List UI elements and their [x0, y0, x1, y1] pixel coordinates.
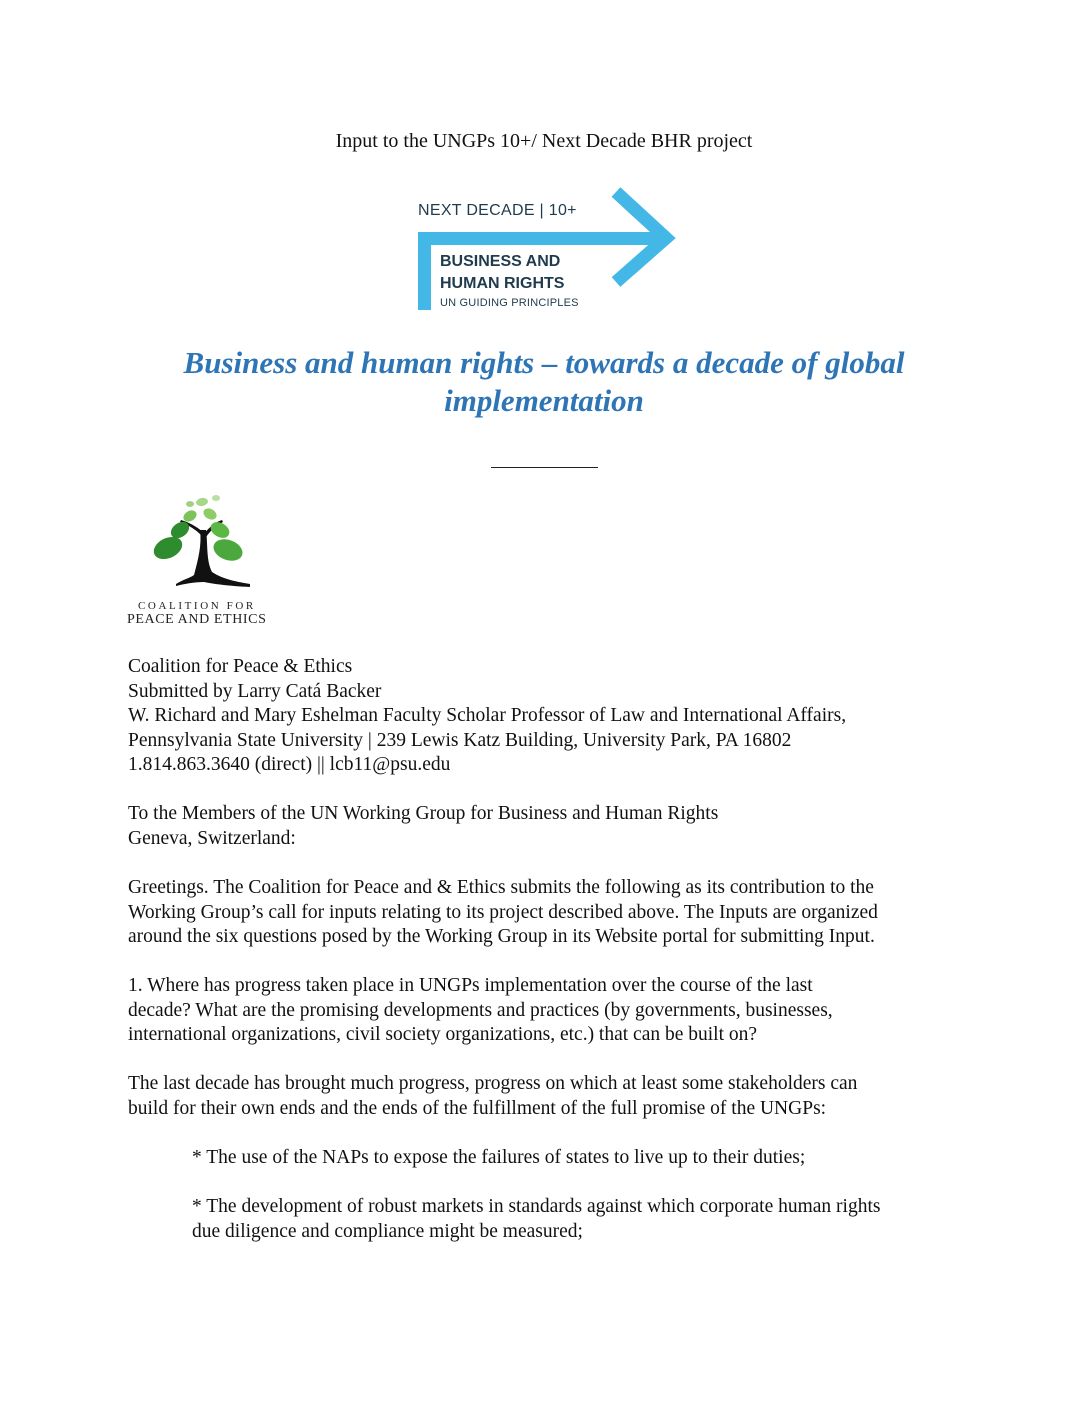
title-line-1: Business and human rights – towards a decade of global [183, 345, 905, 380]
greetings-line-1: Greetings. The Coalition for Peace and & Ethics submits the following as its contribution to the [128, 877, 874, 898]
greetings-line-2: Working Group’s call for inputs relating to its project described above. The Inputs are organized [128, 901, 878, 923]
coalition-logo [124, 490, 294, 632]
logo-line-1: BUSINESS AND [440, 253, 561, 270]
answer-1-paragraph [128, 1072, 968, 1121]
answer-1-line-1: The last decade has brought much progress, progress on which at least some stakeholders can [128, 1073, 858, 1094]
next-decade-logo [414, 186, 678, 312]
author-address: Pennsylvania State University | 239 Lewis Katz Building, University Park, PA 16802 [128, 729, 792, 751]
answer-1-line-2: build for their own ends and the ends of the fulfillment of the full promise of the UNGPs: [128, 1097, 827, 1119]
title-line-2: implementation [444, 383, 644, 418]
coalition-logo-line-1: COALITION FOR [138, 600, 256, 612]
submitted-by: Submitted by Larry Catá Backer [128, 680, 382, 702]
question-1-line-2: decade? What are the promising developments and practices (by governments, businesses, [128, 999, 833, 1021]
bullet-item-2 [192, 1195, 968, 1244]
addressee-line-2: Geneva, Switzerland: [128, 827, 296, 849]
question-1-paragraph [128, 974, 968, 1048]
greetings-paragraph [128, 876, 968, 950]
author-contact: 1.814.863.3640 (direct) || lcb11@psu.edu [128, 754, 451, 775]
author-position: W. Richard and Mary Eshelman Faculty Scholar Professor of Law and International Affairs, [128, 705, 847, 726]
bullet-item-1 [192, 1146, 968, 1171]
document-title [150, 344, 938, 420]
contact-block [128, 655, 968, 778]
logo-line-3: UN GUIDING PRINCIPLES [440, 297, 579, 309]
logo-line-2: HUMAN RIGHTS [440, 275, 565, 292]
bullet-2-line-2: due diligence and compliance might be measured; [192, 1220, 583, 1242]
bullet-2-line-1: * The development of robust markets in standards against which corporate human rights [192, 1196, 881, 1217]
addressee-block [128, 802, 968, 851]
question-1-line-1: 1. Where has progress taken place in UNGPs implementation over the course of the last [128, 975, 813, 996]
addressee-line-1: To the Members of the UN Working Group for Business and Human Rights [128, 803, 719, 824]
tree-icon [124, 490, 294, 600]
org-name: Coalition for Peace & Ethics [128, 656, 353, 677]
greetings-line-3: around the six questions posed by the Working Group in its Website portal for submitting Input. [128, 926, 875, 947]
document-header: Input to the UNGPs 10+/ Next Decade BHR project [335, 130, 753, 152]
coalition-logo-line-2: PEACE AND ETHICS [127, 612, 267, 627]
question-1-line-3: international organizations, civil society organizations, etc.) that can be built on? [128, 1024, 758, 1045]
logo-tagline: NEXT DECADE | 10+ [418, 202, 577, 219]
title-divider [491, 467, 598, 468]
bullet-1-text: * The use of the NAPs to expose the failures of states to live up to their duties; [192, 1147, 806, 1168]
